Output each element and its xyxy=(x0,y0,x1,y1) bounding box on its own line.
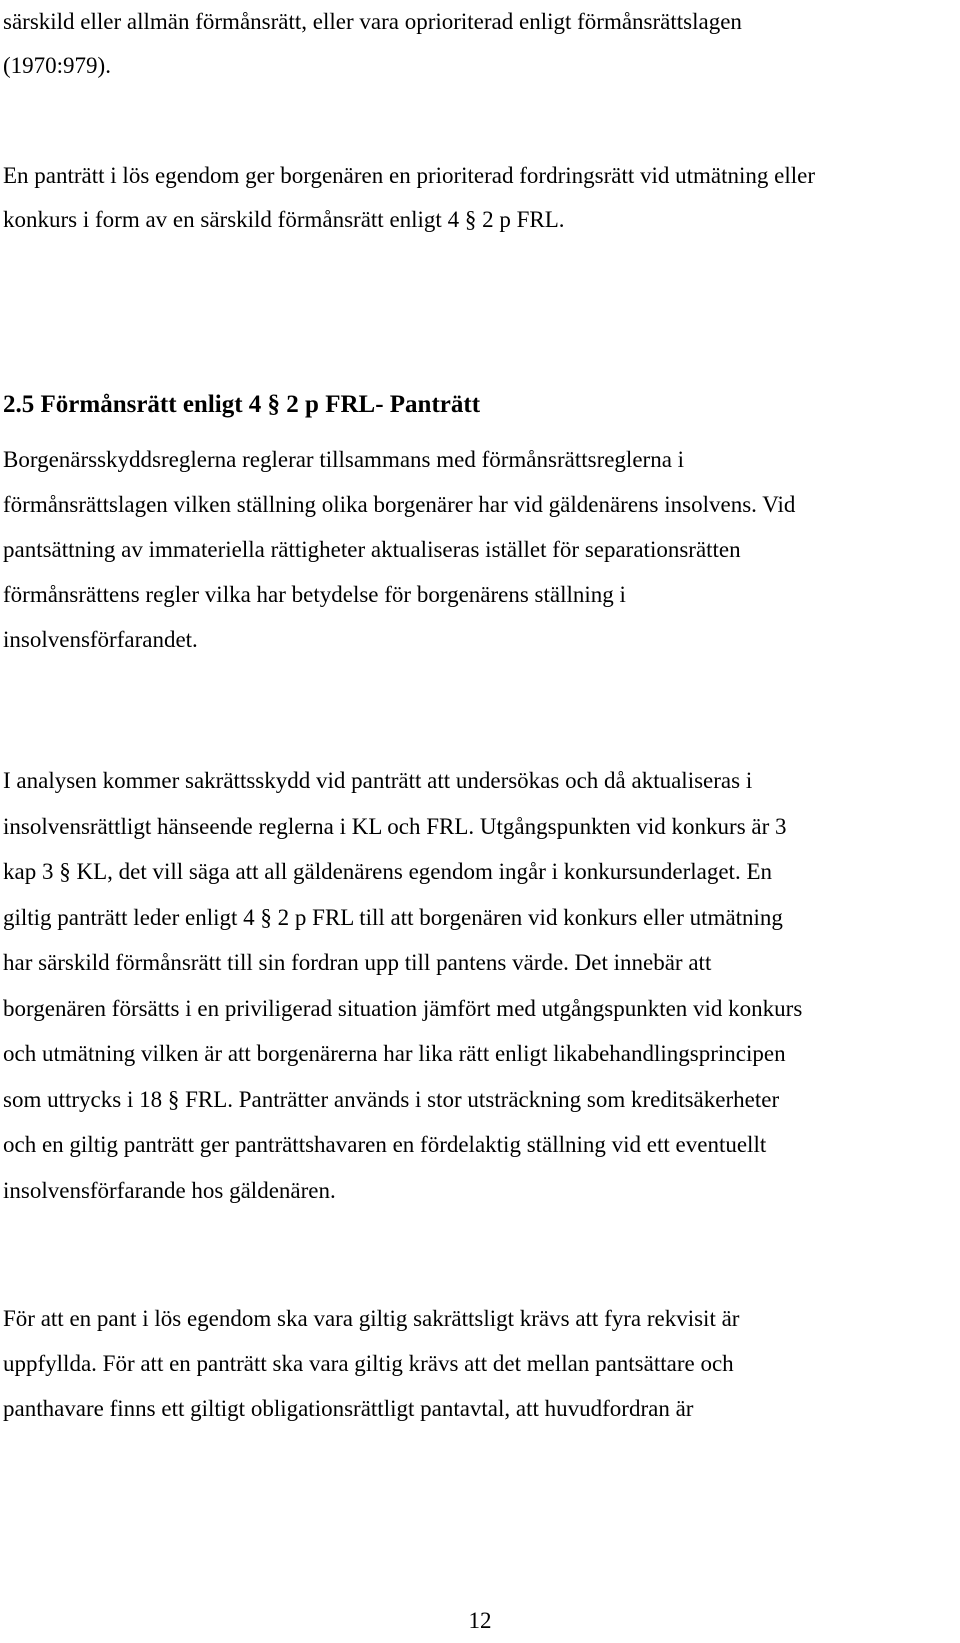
text-line: giltig panträtt leder enligt 4 § 2 p FRL till att borgenären vid konkurs eller utmätning xyxy=(3,904,783,930)
paragraph-pledge-priority xyxy=(3,154,943,242)
text-line: För att en pant i lös egendom ska vara giltig sakrättsligt krävs att fyra rekvisit är xyxy=(3,1306,740,1331)
text-line: insolvensförfarandet. xyxy=(3,627,198,652)
text-line: och en giltig panträtt ger panträttshavaren en fördelaktig ställning vid ett eventuellt xyxy=(3,1132,767,1157)
text-line: (1970:979). xyxy=(3,53,111,78)
text-line: förmånsrättslagen vilken ställning olika borgenärer har vid gäldenärens insolvens. Vid xyxy=(3,492,796,517)
page-number: 12 xyxy=(468,1608,492,1633)
text-line: kap 3 § KL, det vill säga att all gäldenärens egendom ingår i konkursunderlaget. En xyxy=(3,859,772,884)
section-heading: 2.5 Förmånsrätt enligt 4 § 2 p FRL- Panträtt xyxy=(3,391,481,418)
text-line: insolvensförfarande hos gäldenären. xyxy=(3,1177,336,1203)
text-line: och utmätning vilken är att borgenärerna har lika rätt enligt likabehandlingsprincipen xyxy=(3,1041,786,1066)
text-line: förmånsrättens regler vilka har betydelse för borgenärens ställning i xyxy=(3,582,626,607)
text-line: I analysen kommer sakrättsskydd vid panträtt att undersökas och då aktualiseras i xyxy=(3,768,753,793)
text-line: insolvensrättligt hänseende reglerna i KL och FRL. Utgångspunkten vid konkurs är 3 xyxy=(3,813,787,839)
paragraph-creditor-protection xyxy=(3,437,943,662)
text-line: En panträtt i lös egendom ger borgenären en prioriterad fordringsrätt vid utmätning eller xyxy=(3,163,815,188)
paragraph-continuation xyxy=(3,0,943,88)
text-line: pantsättning av immateriella rättigheter aktualiseras istället för separationsrätten xyxy=(3,537,741,562)
text-line: konkurs i form av en särskild förmånsrätt enligt 4 § 2 p FRL. xyxy=(3,207,565,232)
text-line: Borgenärsskyddsreglerna reglerar tillsammans med förmånsrättsreglerna i xyxy=(3,447,685,472)
text-line: panthavare finns ett giltigt obligationsrättligt pantavtal, att huvudfordran är xyxy=(3,1396,694,1421)
text-line: uppfyllda. För att en panträtt ska vara giltig krävs att det mellan pantsättare och xyxy=(3,1351,734,1376)
text-line: borgenären försätts i en priviligerad situation jämfört med utgångspunkten vid konkurs xyxy=(3,995,803,1021)
paragraph-requirements xyxy=(3,1296,943,1431)
paragraph-analysis xyxy=(3,758,943,1213)
text-line: särskild eller allmän förmånsrätt, eller vara oprioriterad enligt förmånsrättslagen xyxy=(3,9,742,34)
text-line: har särskild förmånsrätt till sin fordran upp till pantens värde. Det innebär att xyxy=(3,950,712,975)
text-line: som uttrycks i 18 § FRL. Panträtter används i stor utsträckning som kreditsäkerheter xyxy=(3,1086,780,1112)
